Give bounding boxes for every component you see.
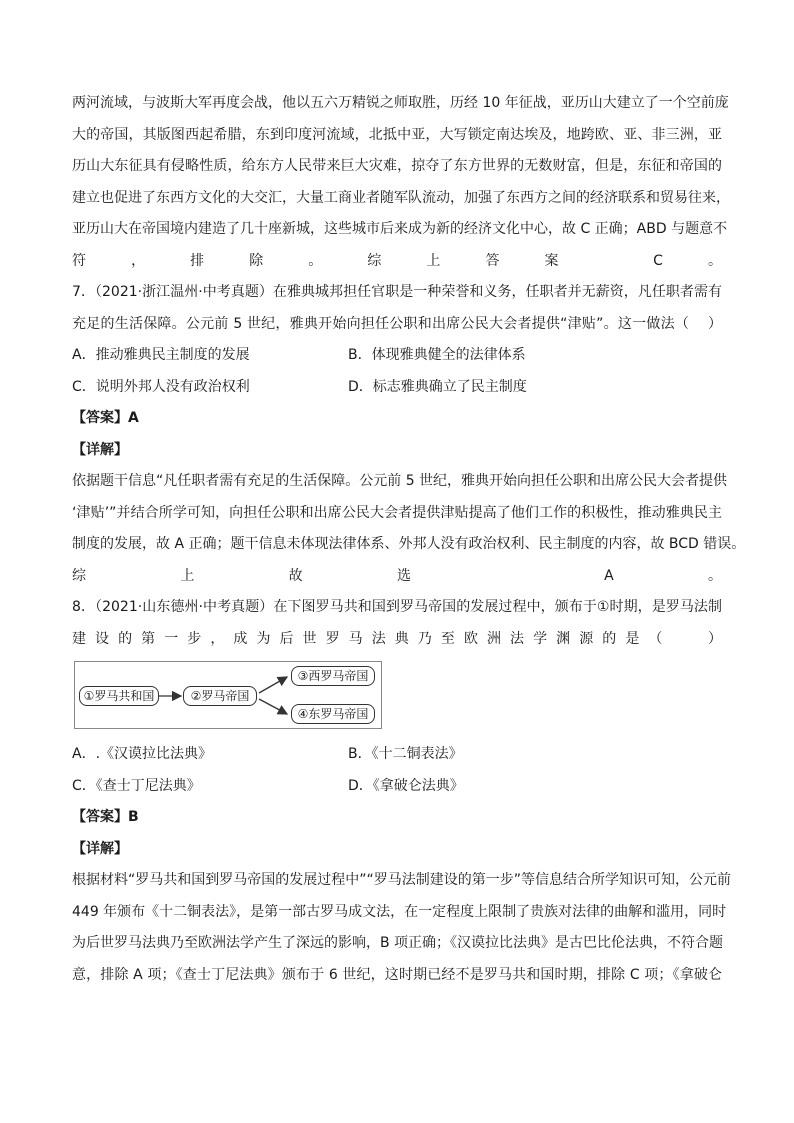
intro-line: 建立也促进了东西方文化的大交汇，大量工商业者随军队流动，加强了东西方之间的经济联系和贸易往来， <box>72 189 730 206</box>
q7-detail-line: 综上故选 A。 <box>72 567 722 584</box>
q7-detail-line: 制度的发展，故 A 正确；题干信息未体现法律体系、外邦人没有政治权利、民主制度的内容，故 BCD 错误。 <box>72 536 746 552</box>
q8-stem-line: 建设的第一步，成为后世罗马法典乃至欧洲法学渊源的是（ ） <box>72 630 722 647</box>
q7-stem-line: 7．（2021·浙江温州·中考真题）在雅典城邦担任官职是一种荣誉和义务，任职者并无薪资，凡任职者需有 <box>72 284 722 300</box>
q8-detail <box>72 865 732 991</box>
intro-line: 大的帝国，其版图西起希腊，东到印度河流域，北抵中亚，大写锁定南达埃及，地跨欧、亚、非三洲，亚 <box>72 126 722 143</box>
q8-options <box>72 739 722 802</box>
q7-stem-line: 充足的生活保障。公元前 5 世纪，雅典开始向担任公职和出席公民大会者提供“津贴”。这一做法（ ） <box>72 315 722 332</box>
document-content <box>72 88 746 991</box>
q8-stem-line: 8．（2021·山东德州·中考真题）在下图罗马共和国到罗马帝国的发展过程中，颁布于①时期，是罗马法制 <box>72 599 722 615</box>
arrow-2-to-3 <box>259 677 287 693</box>
q8-option-c: C．《查士丁尼法典》 <box>72 777 201 794</box>
q7-answer: 【答案】A <box>72 410 139 426</box>
q8-detail-label: 【详解】 <box>72 840 128 857</box>
rome-timeline-diagram <box>74 661 382 729</box>
q8-detail-line: 449 年颁布《十二铜表法》，是第一部古罗马成文法，在一定程度上限制了贵族对法律的曲解和滥用，同时 <box>72 903 727 920</box>
q8-option-b: B．《十二铜表法》 <box>348 746 463 762</box>
q7-option-a: A．推动雅典民主制度的发展 <box>72 347 250 363</box>
q7-detail-label: 【详解】 <box>72 441 128 458</box>
q8-option-a: A．.《汉谟拉比法典》 <box>72 746 213 762</box>
q8-option-d: D．《拿破仑法典》 <box>348 777 464 794</box>
q7-stem <box>72 277 722 340</box>
q8-detail-line: 意，排除 A 项；《查士丁尼法典》颁布于 6 世纪，这时期已经不是罗马共和国时期，排除 C 项；《拿破仑 <box>72 966 722 983</box>
q7-option-d: D．标志雅典确立了民主制度 <box>348 378 527 395</box>
q8-answer: 【答案】B <box>72 809 139 825</box>
node-roman-republic: ①罗马共和国 <box>79 686 159 706</box>
q7-options <box>72 340 722 403</box>
node-western-roman-empire: ③西罗马帝国 <box>291 666 375 686</box>
q8-detail-line: 为后世罗马法典乃至欧洲法学产生了深远的影响，B 项正确；《汉谟拉比法典》是古巴比伦法典，不符合题 <box>72 935 724 951</box>
q7-option-c: C．说明外邦人没有政治权利 <box>72 378 250 395</box>
intro-line: 符，排除。综上答案 C。 <box>72 252 722 269</box>
q7-detail <box>72 466 746 592</box>
intro-line: 历山大东征具有侵略性质，给东方人民带来巨大灾难，掠夺了东方世界的无数财富，但是，东征和帝国的 <box>72 158 722 174</box>
intro-paragraph <box>72 88 730 277</box>
q7-detail-line: ‘津贴’”并结合所学可知，向担任公职和出席公民大会者提供津贴提高了他们工作的积极性，推动雅典民主 <box>72 504 722 521</box>
intro-line: 亚历山大在帝国境内建造了几十座新城，这些城市后来成为新的经济文化中心，故 C 正确；ABD 与题意不 <box>72 221 728 237</box>
q8-stem <box>72 592 722 655</box>
intro-line: 两河流域，与波斯大军再度会战，他以五六万精锐之师取胜，历经 10 年征战，亚历山大建立了一个空前庞 <box>72 95 729 111</box>
node-roman-empire: ②罗马帝国 <box>183 686 257 706</box>
q7-detail-line: 依据题干信息“凡任职者需有充足的生活保障。公元前 5 世纪，雅典开始向担任公职和出席公民大会者提供 <box>72 473 728 489</box>
q7-option-b: B．体现雅典健全的法律体系 <box>348 347 526 363</box>
arrow-2-to-4 <box>259 699 287 714</box>
q8-detail-line: 根据材料“罗马共和国到罗马帝国的发展过程中”“罗马法制建设的第一步”等信息结合所学知识可知，公元前 <box>72 872 732 888</box>
node-eastern-roman-empire: ④东罗马帝国 <box>291 704 375 724</box>
